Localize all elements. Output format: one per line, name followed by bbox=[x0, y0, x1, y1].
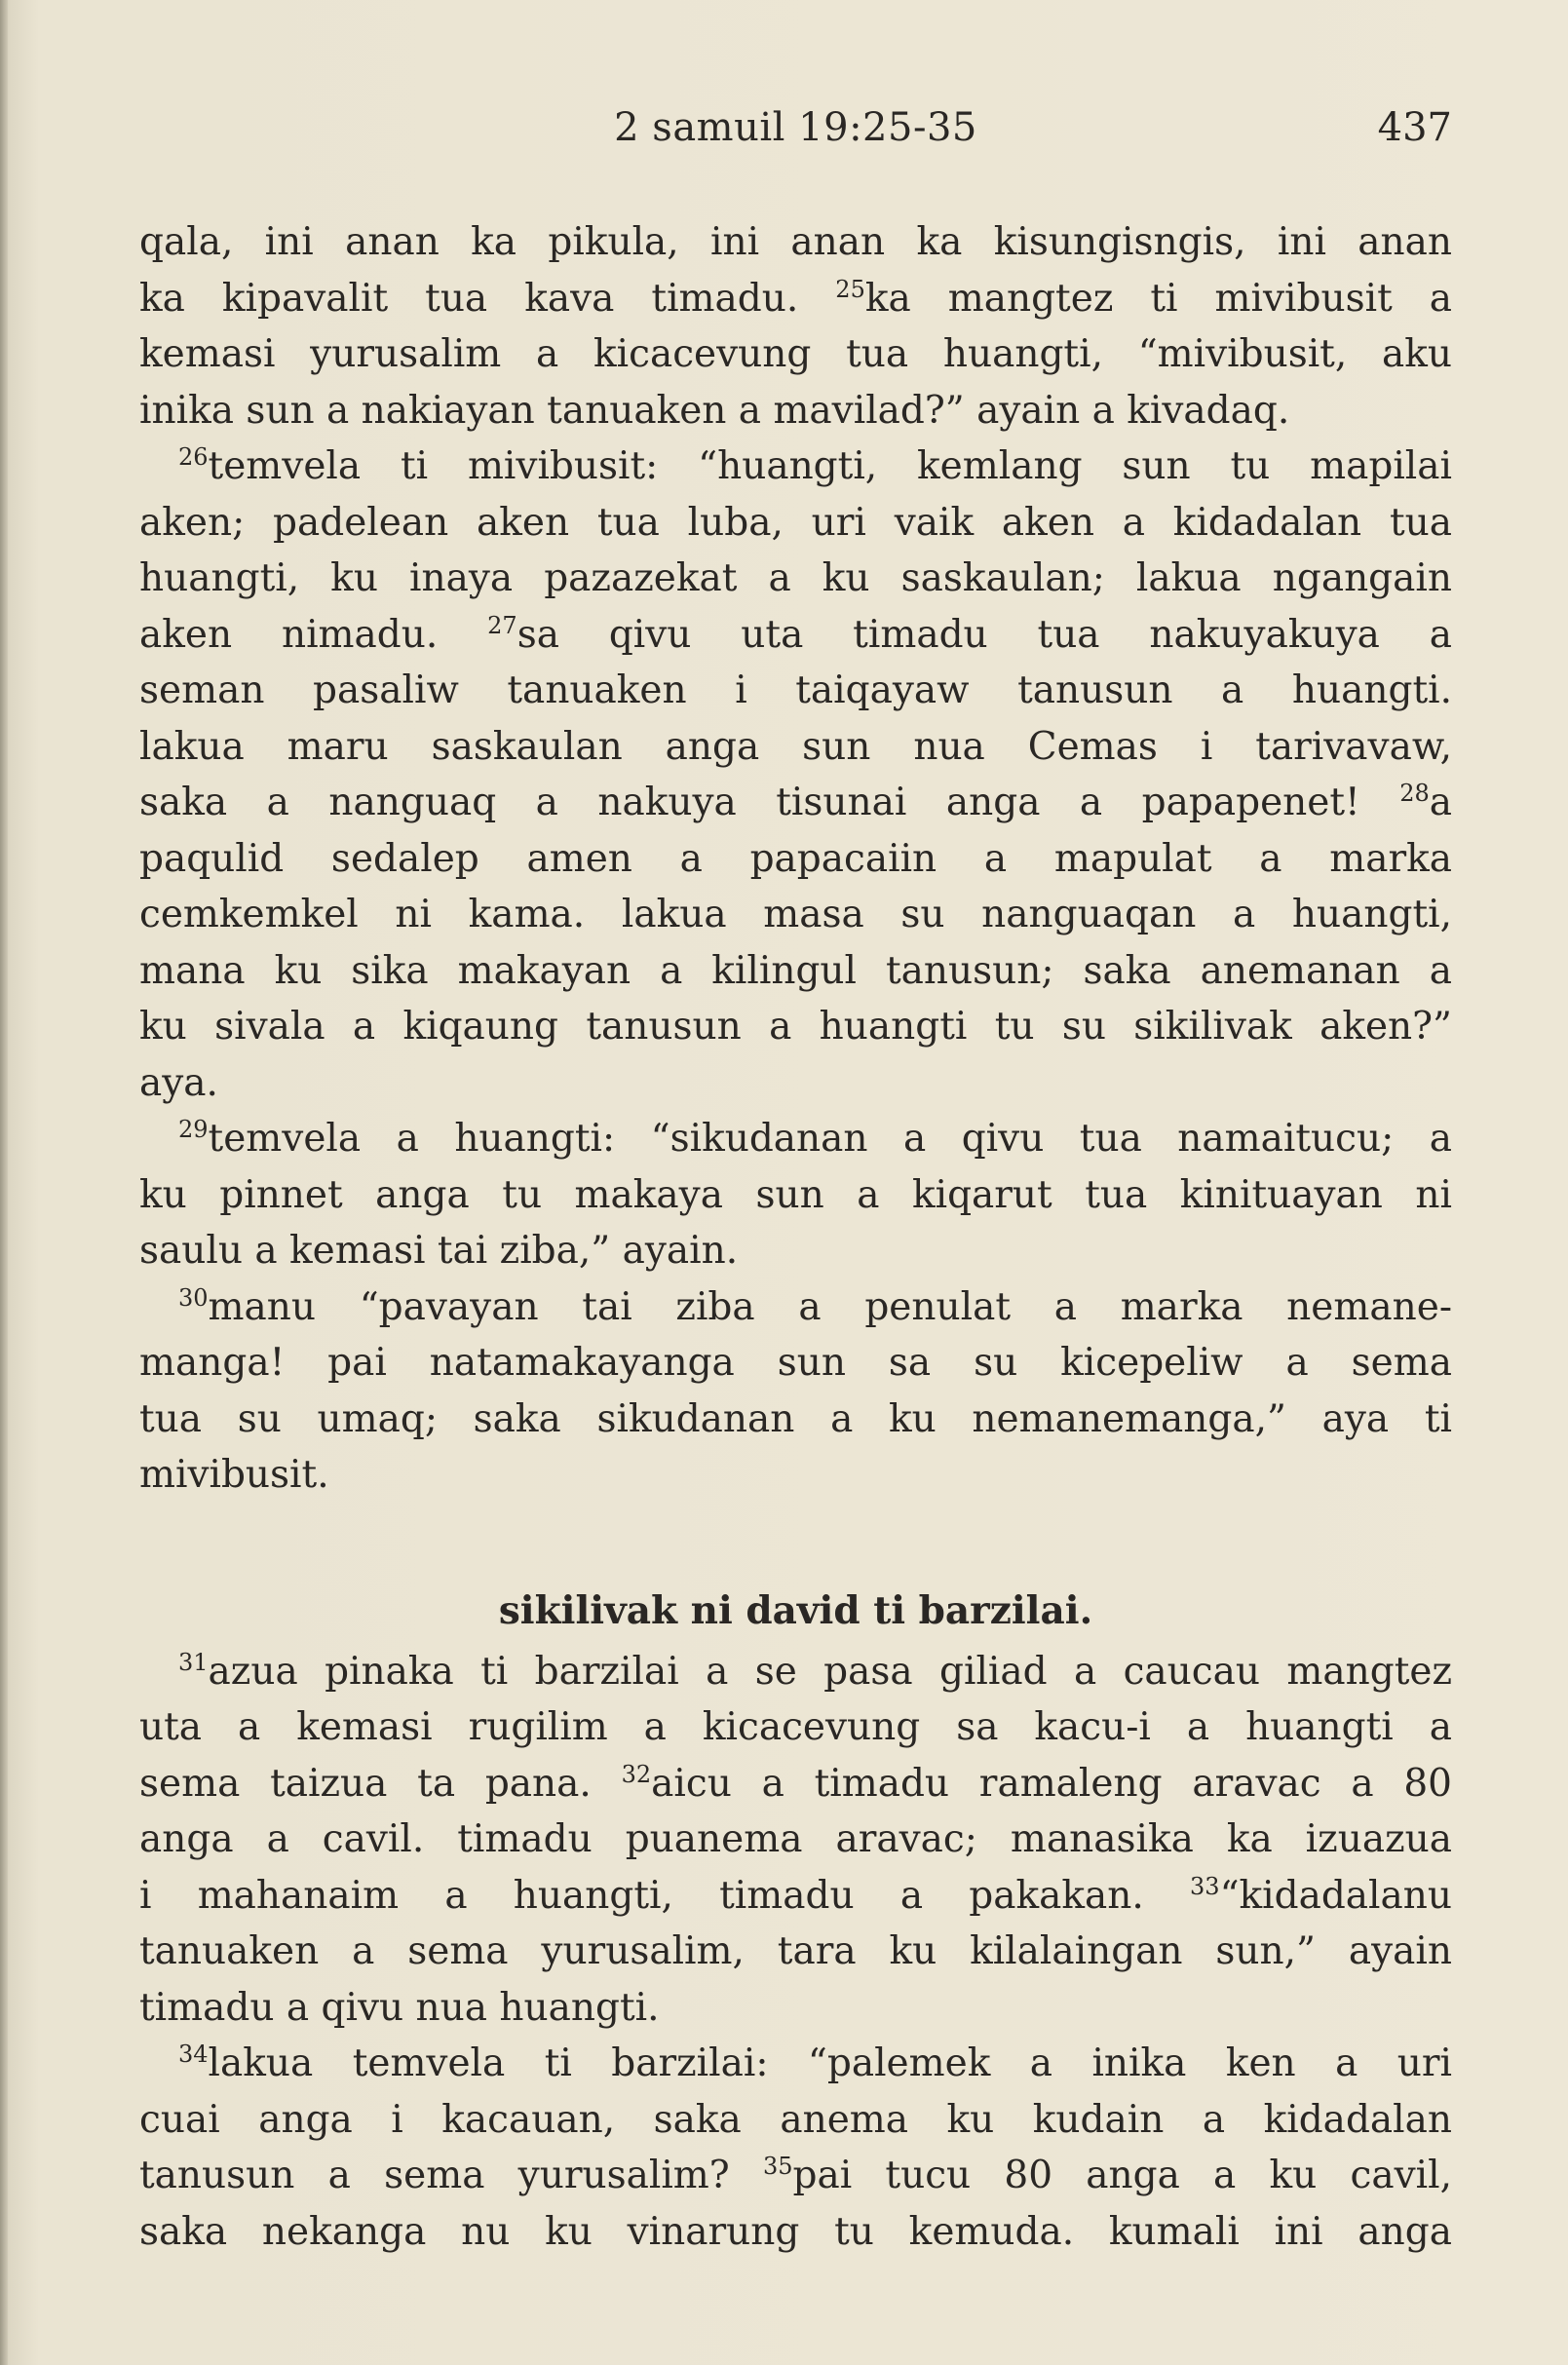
text-line: inika sun a nakiayan tanuaken a mavilad?” ayain a kivadaq. bbox=[139, 388, 1290, 433]
text-line: manga! pai natamakayanga sun sa su kicepeliw a sema bbox=[139, 1341, 1452, 1385]
verse-number: 25 bbox=[835, 275, 865, 303]
text-line: kemasi yurusalim a kicacevung tua huangti, “mivibusit, aku bbox=[139, 332, 1452, 376]
section-spacer bbox=[139, 1504, 1452, 1582]
text-line: $^{34}$lakua temvela ti barzilai: “palemek a inika ken a uri bbox=[178, 2041, 1452, 2085]
text-line: aken nimadu. $^{27}$sa qivu uta timadu tua nakuyakuya a bbox=[139, 611, 1452, 657]
text-line: mana ku sika makayan a kilingul tanusun; saka anemanan a bbox=[139, 948, 1452, 993]
section-heading: sikilivak ni david ti barzilai. bbox=[498, 1587, 1093, 1633]
page-body bbox=[139, 214, 1452, 2260]
text-line: saka a nanguaq a nakuya tisunai anga a papapenet! $^{28}$a bbox=[139, 780, 1452, 824]
verse-number: 29 bbox=[178, 1116, 209, 1143]
verse-number: 30 bbox=[178, 1283, 209, 1312]
text-line: ka kipavalit tua kava timadu. $^{25}$ka mangtez ti mivibusit a bbox=[139, 275, 1453, 321]
text-line: tua su umaq; saka sikudanan a ku nemanemanga,” aya ti bbox=[139, 1396, 1452, 1441]
text-line: ku pinnet anga tu makaya sun a kiqarut tua kinituayan ni bbox=[139, 1172, 1452, 1217]
text-line: cemkemkel ni kama. lakua masa su nanguaqan a huangti, bbox=[139, 893, 1452, 936]
text-line: i mahanaim a huangti, timadu a pakakan. $^{33}$“kidadalanu bbox=[139, 1872, 1452, 1918]
verse-number: 35 bbox=[762, 2153, 793, 2180]
text-line: anga a cavil. timadu puanema aravac; manasika ka izuazua bbox=[139, 1817, 1452, 1861]
verse-number: 33 bbox=[1190, 1872, 1220, 1900]
text-line: qala, ini anan ka pikula, ini anan ka kisungisngis, ini anan bbox=[139, 220, 1452, 264]
page-gutter bbox=[0, 0, 8, 2365]
verse-number: 34 bbox=[178, 2041, 209, 2068]
verse-number: 26 bbox=[178, 443, 209, 471]
text-line: cuai anga i kacauan, saka anema ku kudain a kidadalan bbox=[139, 2097, 1452, 2142]
text-line: $^{30}$manu “pavayan tai ziba a penulat a marka nemane- bbox=[178, 1283, 1452, 1329]
page-number: 437 bbox=[1377, 105, 1452, 150]
text-line: $^{29}$temvela a huangti: “sikudanan a qivu tua namaitucu; a bbox=[178, 1116, 1452, 1161]
text-line: sema taizua ta pana. $^{32}$aicu a timadu ramaleng aravac a 80 bbox=[139, 1760, 1452, 1806]
text-line: paqulid sedalep amen a papacaiin a mapulat a marka bbox=[139, 836, 1452, 881]
verse-number: 32 bbox=[621, 1760, 652, 1788]
page-header bbox=[139, 105, 1452, 164]
text-line: seman pasaliw tanuaken i taiqayaw tanusun a huangti. bbox=[139, 668, 1452, 712]
text-line: tanuaken a sema yurusalim, tara ku kilalaingan sun,” ayain bbox=[139, 1929, 1452, 1973]
text-line: uta a kemasi rugilim a kicacevung sa kacu-i a huangti a bbox=[139, 1705, 1452, 1749]
text-line: $^{26}$temvela ti mivibusit: “huangti, kemlang sun tu mapilai bbox=[178, 443, 1452, 488]
text-line: $^{31}$azua pinaka ti barzilai a se pasa giliad a caucau mangtez bbox=[178, 1648, 1452, 1694]
text-line: saulu a kemasi tai ziba,” ayain. bbox=[139, 1229, 739, 1273]
text-line: ku sivala a kiqaung tanusun a huangti tu su sikilivak aken?” bbox=[139, 1005, 1452, 1049]
text-line: aken; padelean aken tua luba, uri vaik aken a kidadalan tua bbox=[139, 500, 1452, 545]
text-line: timadu a qivu nua huangti. bbox=[139, 1985, 660, 2030]
verse-number: 28 bbox=[1399, 780, 1430, 807]
text-line: huangti, ku inaya pazazekat a ku saskaulan; lakua ngangain bbox=[139, 556, 1452, 600]
verse-number: 27 bbox=[487, 611, 517, 639]
text-line: mivibusit. bbox=[139, 1453, 329, 1497]
text-line: aya. bbox=[139, 1060, 218, 1105]
text-line: tanusun a sema yurusalim? $^{35}$pai tucu 80 anga a ku cavil, bbox=[139, 2153, 1452, 2197]
text-line: lakua maru saskaulan anga sun nua Cemas i tarivavaw, bbox=[139, 724, 1452, 769]
text-line: saka nekanga nu ku vinarung tu kemuda. kumali ini anga bbox=[139, 2209, 1452, 2254]
running-head: 2 samuil 19:25-35 bbox=[614, 105, 977, 150]
verse-number: 31 bbox=[178, 1648, 209, 1676]
